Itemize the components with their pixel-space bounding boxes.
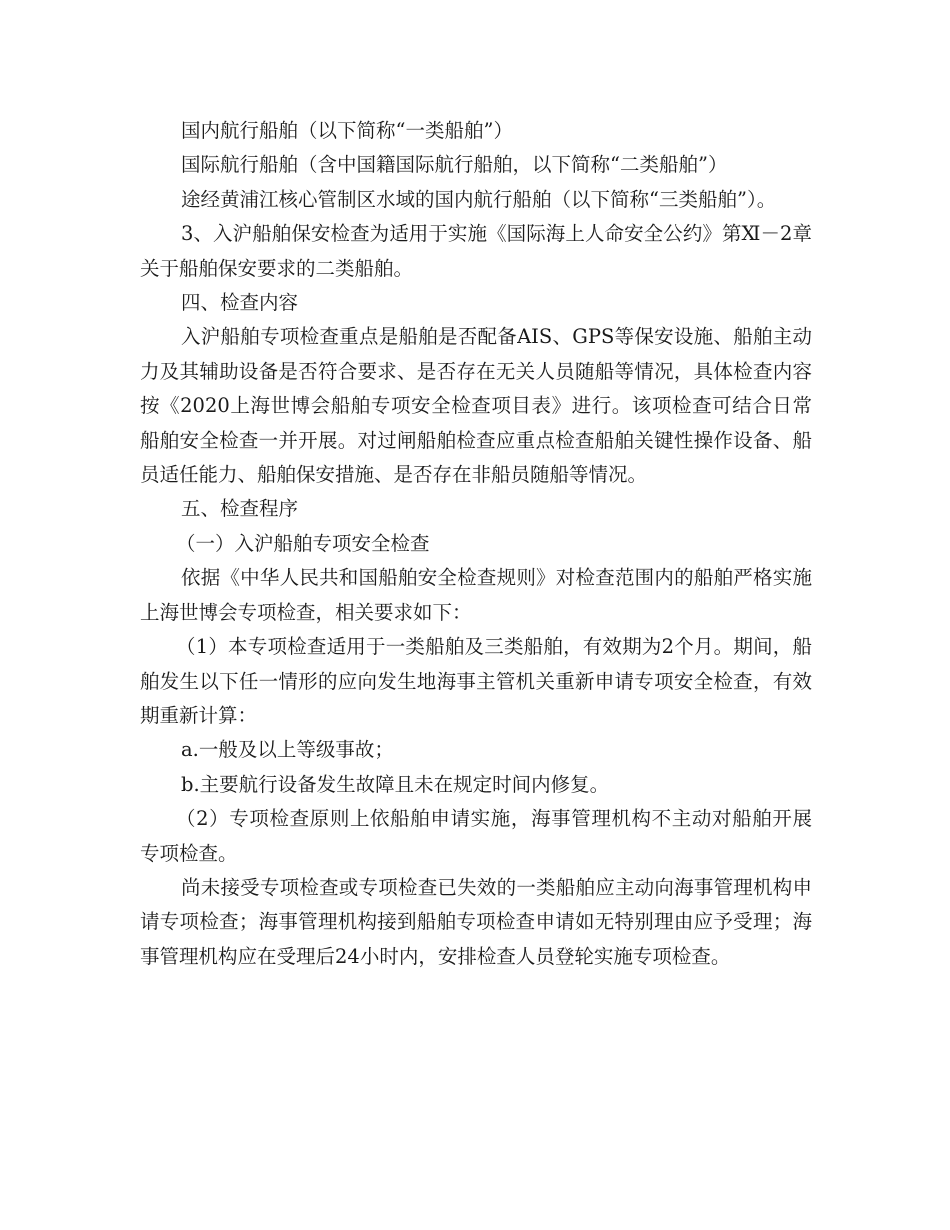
paragraph-inspection-content: 入沪船舶专项检查重点是船舶是否配备AIS、GPS等保安设施、船舶主动力及其辅助设备是否符合要求、是否存在无关人员随船等情况，具体检查内容按《2020上海世博会船舶专项安全检查项目表》进行。该项检查可结合日常船舶安全检查一并开展。对过闸船舶检查应重点检查船舶关键性操作设备、船员适任能力、船舶保安措施、是否存在非船员随船等情况。 [140,325,812,487]
list-item-condition-b: b.主要航行设备发生故障且未在规定时间内修复。 [181,772,610,796]
paragraph-ship-category-3: 途经黄浦江核心管制区水域的国内航行船舶（以下简称“三类船舶”）。 [181,187,777,211]
section-heading-inspection-procedure: 五、检查程序 [181,497,299,521]
paragraph-application-procedure: 尚未接受专项检查或专项检查已失效的一类船舶应主动向海事管理机构申请专项检查；海事管理机构接到船舶专项检查申请如无特别理由应予受理；海事管理机构应在受理后24小时内，安排检查人员登轮实施专项检查。 [140,875,812,968]
paragraph-security-inspection: 3、入沪船舶保安检查为适用于实施《国际海上人命安全公约》第Ⅺ－2章关于船舶保安要求的二类船舶。 [140,222,812,280]
section-heading-inspection-content: 四、检查内容 [181,291,299,315]
paragraph-ship-category-2: 国际航行船舶（含中国籍国际航行船舶，以下简称“二类船舶”） [181,153,728,177]
list-item-condition-a: a.一般及以上等级事故； [181,738,394,762]
paragraph-requirement-2: （2）专项检查原则上依船舶申请实施，海事管理机构不主动对船舶开展专项检查。 [140,807,812,865]
paragraph-requirement-1: （1）本专项检查适用于一类船舶及三类船舶，有效期为2个月。期间，船舶发生以下任一情形的应向发生地海事主管机关重新申请专项安全检查，有效期重新计算： [140,635,812,727]
subsection-heading-special-inspection: （一）入沪船舶专项安全检查 [176,531,430,555]
document-page [140,114,812,974]
paragraph-inspection-basis: 依据《中华人民共和国船舶安全检查规则》对检查范围内的船舶严格实施上海世博会专项检查，相关要求如下： [140,566,812,624]
paragraph-ship-category-1: 国内航行船舶（以下简称“一类船舶”） [181,119,513,142]
